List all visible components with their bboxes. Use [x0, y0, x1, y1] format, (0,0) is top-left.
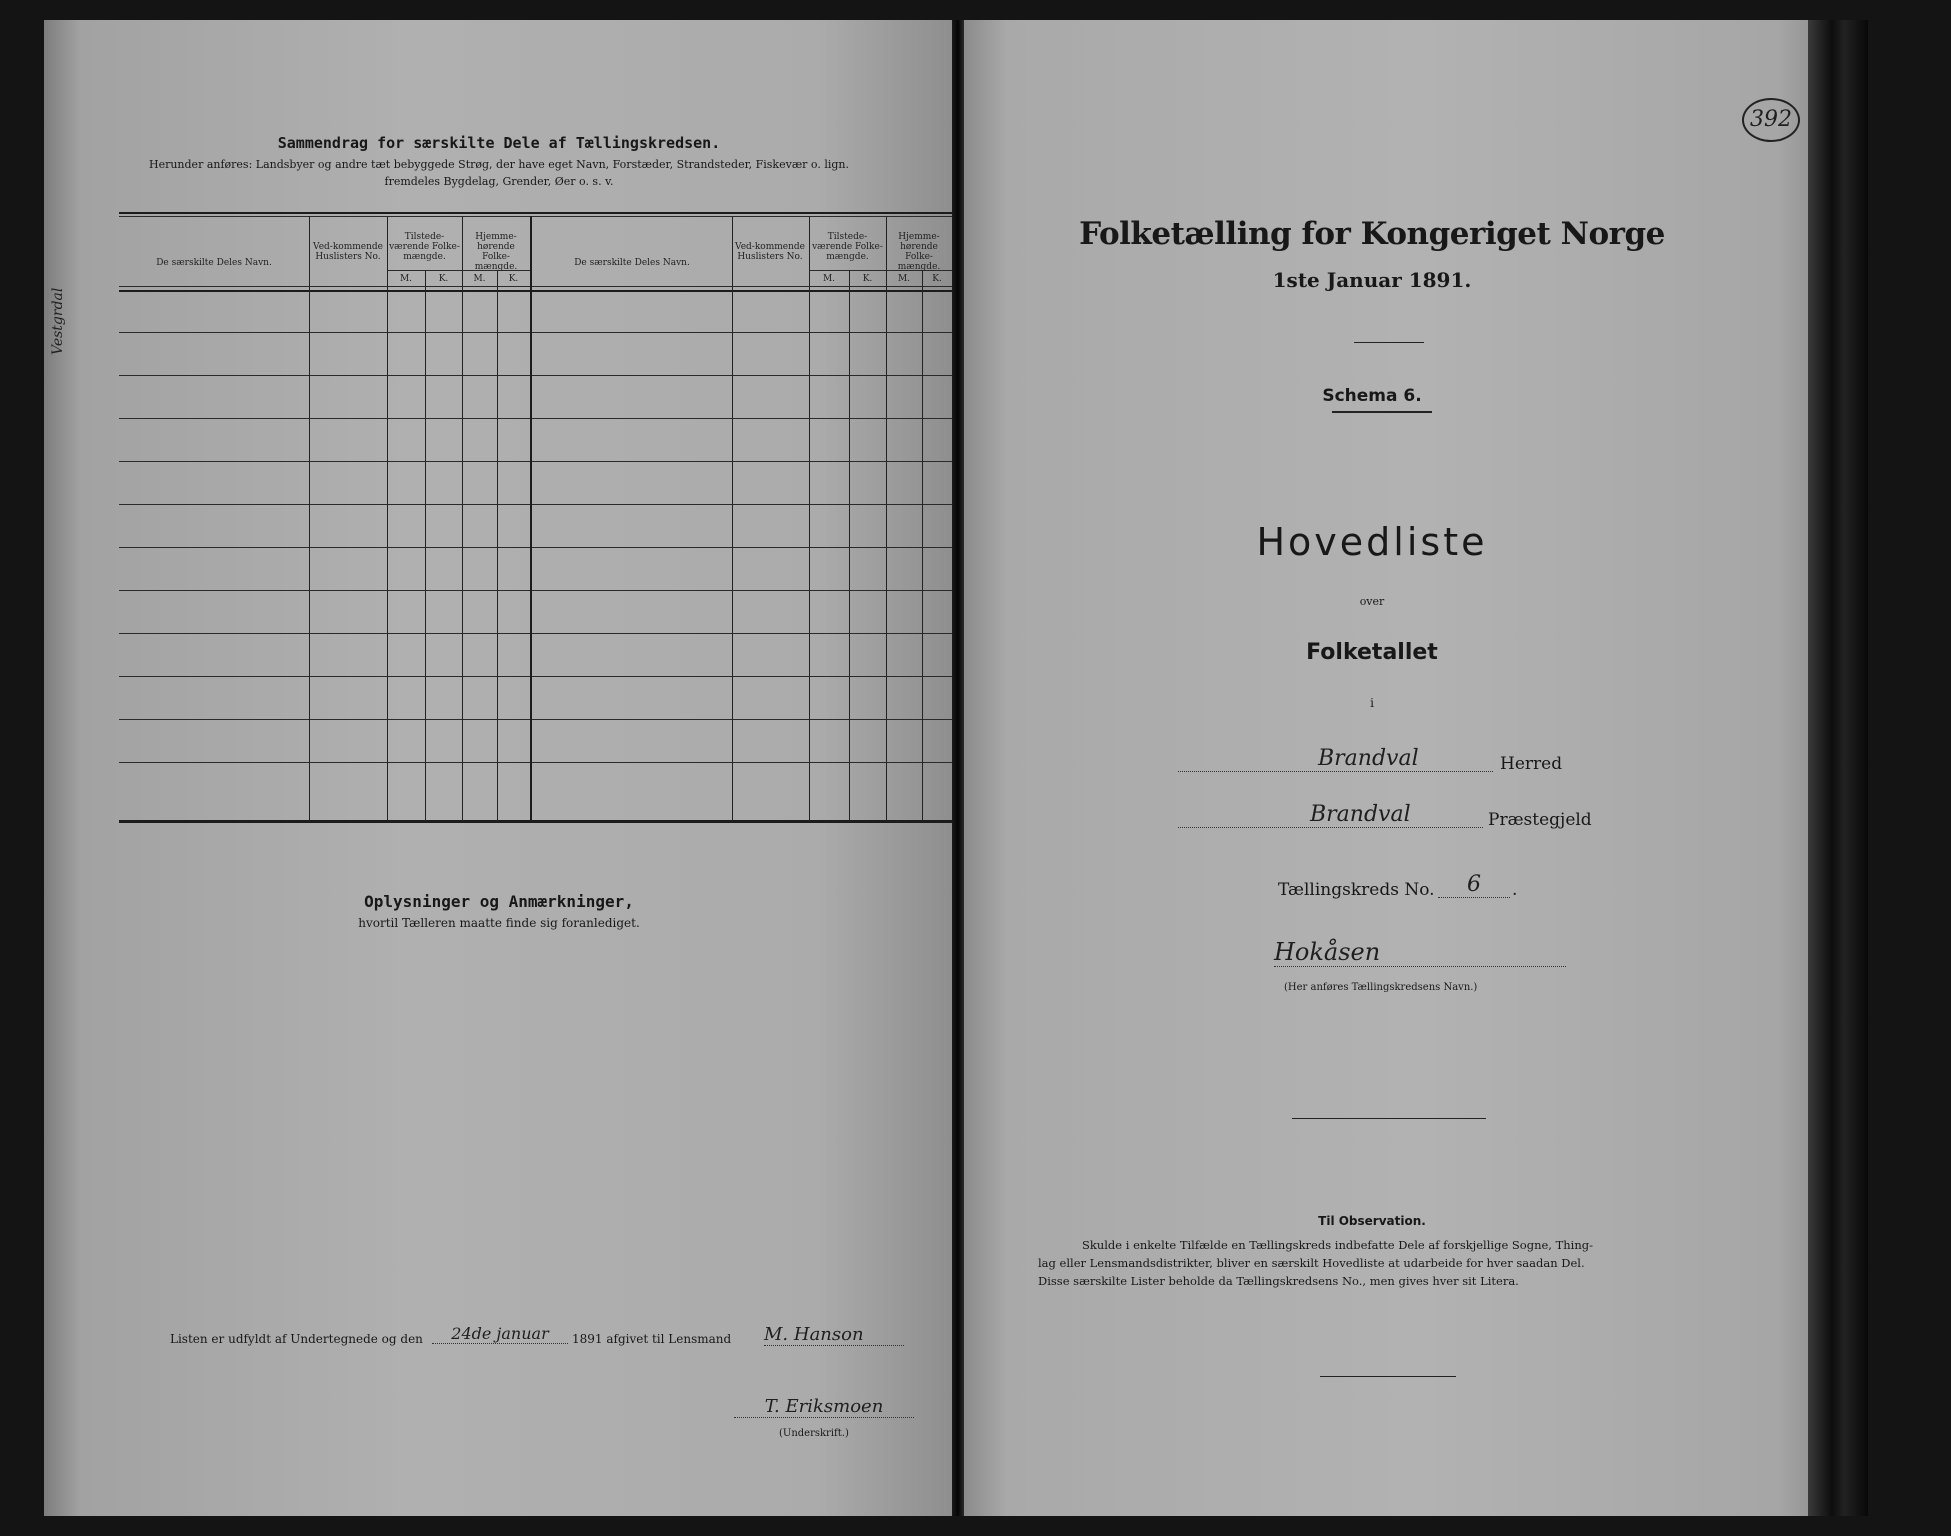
col-hjemme-header-1: Hjemme-hørende Folke-mængde.	[474, 232, 518, 272]
lensmand-name: M. Hanson	[764, 1324, 904, 1346]
col-m-2: M.	[473, 274, 486, 284]
col-tilstede-header-2: Tilstede-værende Folke-mængde.	[812, 232, 883, 262]
col-hjemme-header-2: Hjemme-hørende Folke-mængde.	[897, 232, 941, 272]
col-m-3: M.	[822, 274, 836, 284]
kreds-name-value: Hokåsen	[1274, 938, 1566, 967]
underskrift-label: (Underskrift.)	[779, 1428, 849, 1439]
book-edge	[1808, 20, 1868, 1516]
col-m-4: M.	[897, 274, 911, 284]
kreds-label: Tællingskreds No.	[1278, 880, 1435, 900]
listen-date: 24de januar	[432, 1324, 568, 1344]
kreds-name-label: (Her anføres Tællingskredsens Navn.)	[1284, 982, 1478, 993]
herred-value: Brandval	[1178, 746, 1493, 772]
census-title: Folketælling for Kongeriget Norge	[1079, 216, 1665, 252]
book-gutter	[952, 20, 964, 1516]
over-label: over	[1359, 595, 1385, 608]
col-k-4: K.	[932, 274, 942, 284]
listen-text-1: Listen er udfyldt af Undertegnede og den	[170, 1332, 423, 1346]
observation-text-2: lag eller Lensmandsdistrikter, bliver en særskilt Hovedliste at udarbeide for hver saadan Del.	[1038, 1256, 1585, 1270]
col-k-1: K.	[438, 274, 449, 284]
census-date: 1ste Januar 1891.	[1272, 268, 1472, 292]
summary-note-1: Herunder anføres: Landsbyer og andre tæt bebyggede Strøg, der have eget Navn, Forstæder, Strandsteder, Fiskevær o. lign.	[148, 158, 849, 171]
remarks-subtitle: hvortil Tælleren maatte finde sig foranlediget.	[358, 916, 640, 930]
col-m-1: M.	[399, 274, 413, 284]
col-k-2: K.	[508, 274, 519, 284]
remarks-title: Oplysninger og Anmærkninger,	[364, 892, 634, 911]
hovedliste-title: Hovedliste	[1256, 520, 1488, 564]
observation-text-1: Skulde i enkelte Tilfælde en Tællingskreds indbefatte Dele af forskjellige Sogne, Thing-	[1082, 1238, 1594, 1252]
i-label: i	[1370, 696, 1374, 710]
page-number-stamp: 392	[1742, 98, 1800, 142]
prestegjeld-value: Brandval	[1178, 802, 1483, 828]
observation-title: Til Observation.	[1318, 1214, 1426, 1228]
herred-label: Herred	[1500, 754, 1563, 774]
summary-title: Sammendrag for særskilte Dele af Tællingskredsen.	[277, 134, 721, 152]
col-name-header-2: De særskilte Deles Navn.	[574, 258, 690, 268]
folketallet-title: Folketallet	[1306, 640, 1438, 665]
col-k-3: K.	[862, 274, 873, 284]
col-tilstede-header-1: Tilstede-værende Folke-mængde.	[389, 232, 460, 262]
kreds-number: 6	[1438, 872, 1510, 898]
right-page: 392 Folketælling for Kongeriget Norge 1ste Januar 1891. Schema 6. Hovedliste over Folketallet i Brandval Herred Brandval Præstegjeld Tællingskreds No. 6 . Hokåsen (Her anføres Tællingskredsens Navn.) Til Observation. Skulde i enkelte Tilfælde en Tællingskreds indbefatte Dele af forskjellige Sogne, Thing- lag eller Lensmandsdistrikter, bliver en særskilt Hovedliste at udarbeide for hver saadan Del. Disse særskilte Lister beholde da Tællingskredsens No., men gives hver sit Litera.	[962, 20, 1868, 1516]
col-huslister-header-1: Ved-kommende Huslisters No.	[313, 242, 383, 262]
signature: T. Eriksmoen	[734, 1396, 914, 1418]
summary-note-2: fremdeles Bygdelag, Grender, Øer o. s. v.	[384, 175, 614, 188]
col-name-header-1: De særskilte Deles Navn.	[156, 258, 272, 268]
col-huslister-header-2: Ved-kommende Huslisters No.	[735, 242, 805, 262]
margin-note: Vestgrdal	[50, 287, 66, 355]
listen-text-2: 1891 afgivet til Lensmand	[572, 1332, 732, 1346]
prestegjeld-label: Præstegjeld	[1488, 810, 1592, 830]
schema-label: Schema 6.	[1322, 386, 1422, 406]
left-page	[44, 20, 954, 1516]
observation-text-3: Disse særskilte Lister beholde da Tællingskredsens No., men gives hver sit Litera.	[1038, 1274, 1519, 1288]
